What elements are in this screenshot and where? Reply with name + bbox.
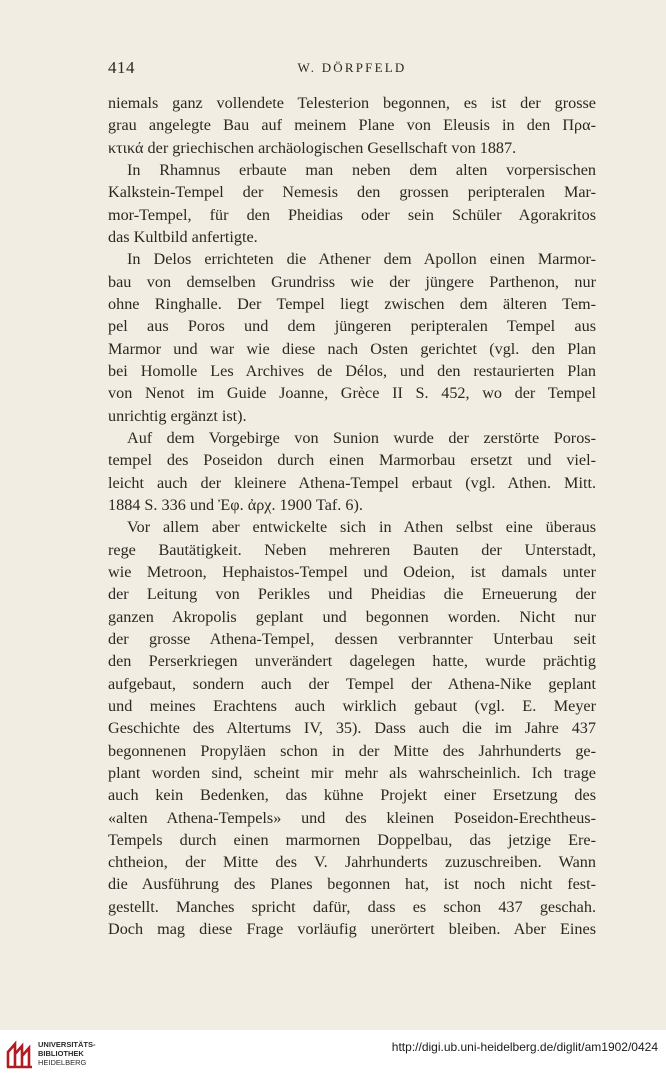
text-line: grau angelegte Bau auf meinem Plane von Eleusis in den Πρα- bbox=[108, 116, 596, 135]
library-name-line: UNIVERSITÄTS- bbox=[38, 1040, 96, 1049]
text-line: Tempels durch einen marmornen Doppelbau, das jetzige Ere- bbox=[108, 830, 596, 849]
text-line: Vor allem aber entwickelte sich in Athen selbst eine überaus bbox=[127, 518, 596, 537]
text-line: bei Homolle Les Archives de Délos, und den restaurierten Plan bbox=[108, 361, 596, 380]
text-line: unrichtig ergänzt ist). bbox=[108, 406, 247, 425]
text-line: der Leitung von Perikles und Pheidias die Erneuerung der bbox=[108, 585, 596, 604]
text-line: ganzen Akropolis geplant und begonnen worden. Nicht nur bbox=[108, 607, 596, 626]
text-line: pel aus Poros und dem jüngeren peripteralen Tempel aus bbox=[108, 317, 596, 336]
text-line: mor-Tempel, für den Pheidias oder sein Schüler Agorakritos bbox=[108, 205, 596, 224]
text-line: Auf dem Vorgebirge von Sunion wurde der zerstörte Poros- bbox=[127, 428, 596, 447]
text-line: Geschichte des Altertums IV, 35). Dass auch die im Jahre 437 bbox=[108, 719, 596, 738]
text-line: auch kein Bedenken, das kühne Projekt einer Ersetzung des bbox=[108, 786, 596, 805]
text-line: den Perserkriegen unverändert dagelegen hatte, wurde prächtig bbox=[108, 652, 596, 671]
text-line: gestellt. Manches spricht dafür, dass es schon 437 geschah. bbox=[108, 897, 596, 916]
text-line: Doch mag diese Frage vorläufig unerörtert bleiben. Aber Eines bbox=[108, 920, 596, 939]
page-header bbox=[108, 58, 596, 80]
text-line: tempel des Poseidon durch einen Marmorbau ersetzt und viel- bbox=[108, 451, 596, 470]
page-number: 414 bbox=[108, 58, 135, 77]
text-line: Marmor und war wie diese nach Osten gerichtet (vgl. den Plan bbox=[108, 339, 596, 358]
text-line: die Ausführung des Planes begonnen hat, ist noch nicht fest- bbox=[108, 875, 596, 894]
library-name-line: HEIDELBERG bbox=[38, 1058, 87, 1067]
text-line: 1884 S. 336 und Ἐφ. ἀρχ. 1900 Taf. 6). bbox=[108, 495, 363, 514]
text-line: der grosse Athena-Tempel, dessen verbrannter Unterbau seit bbox=[108, 629, 596, 648]
text-line: wie Metroon, Hephaistos-Tempel und Odeion, ist damals unter bbox=[108, 562, 596, 581]
text-line: chtheion, der Mitte des V. Jahrhunderts zuzuschreiben. Wann bbox=[108, 853, 596, 872]
text-line: «alten Athena-Tempels» und des kleinen Poseidon-Erechtheus- bbox=[108, 808, 596, 827]
text-line: und meines Erachtens auch wirklich gebaut (vgl. E. Meyer bbox=[108, 696, 596, 715]
text-line: von Nenot im Guide Joanne, Grèce II S. 452, wo der Tempel bbox=[108, 384, 596, 403]
text-line: In Rhamnus erbaute man neben dem alten vorpersischen bbox=[127, 160, 596, 179]
text-line: ohne Ringhalle. Der Tempel liegt zwischen dem älteren Tem- bbox=[108, 294, 596, 313]
body-text bbox=[108, 92, 596, 940]
text-line: κτικά der griechischen archäologischen Gesellschaft von 1887. bbox=[108, 138, 517, 157]
text-line: In Delos errichteten die Athener dem Apollon einen Marmor- bbox=[127, 250, 596, 269]
text-line: rege Bautätigkeit. Neben mehreren Bauten der Unterstadt, bbox=[108, 540, 596, 559]
text-line: niemals ganz vollendete Telesterion begonnen, es ist der grosse bbox=[108, 94, 596, 112]
text-line: aufgebaut, sondern auch der Tempel der Athena-Nike geplant bbox=[108, 674, 596, 693]
text-line: leicht auch der kleinere Athena-Tempel erbaut (vgl. Athen. Mitt. bbox=[108, 473, 596, 492]
library-name-line: BIBLIOTHEK bbox=[38, 1049, 84, 1058]
text-line: bau von demselben Grundriss wie der jüngere Parthenon, nur bbox=[108, 272, 596, 291]
text-line: begonnenen Propyläen schon in der Mitte des Jahrhunderts ge- bbox=[108, 741, 596, 760]
library-name bbox=[38, 1040, 96, 1067]
footer-bar bbox=[0, 1030, 666, 1079]
running-head: W. DÖRPFELD bbox=[297, 60, 407, 75]
text-line: das Kultbild anfertigte. bbox=[108, 227, 258, 246]
source-url-link[interactable]: http://digi.ub.uni-heidelberg.de/diglit/am1902/0424 bbox=[391, 1040, 658, 1054]
text-line: plant worden sind, scheint mir mehr als wahrscheinlich. Ich trage bbox=[108, 763, 596, 782]
ub-heidelberg-logo-icon bbox=[6, 1040, 34, 1070]
text-line: Kalkstein-Tempel der Nemesis den grossen peripteralen Mar- bbox=[108, 183, 596, 202]
